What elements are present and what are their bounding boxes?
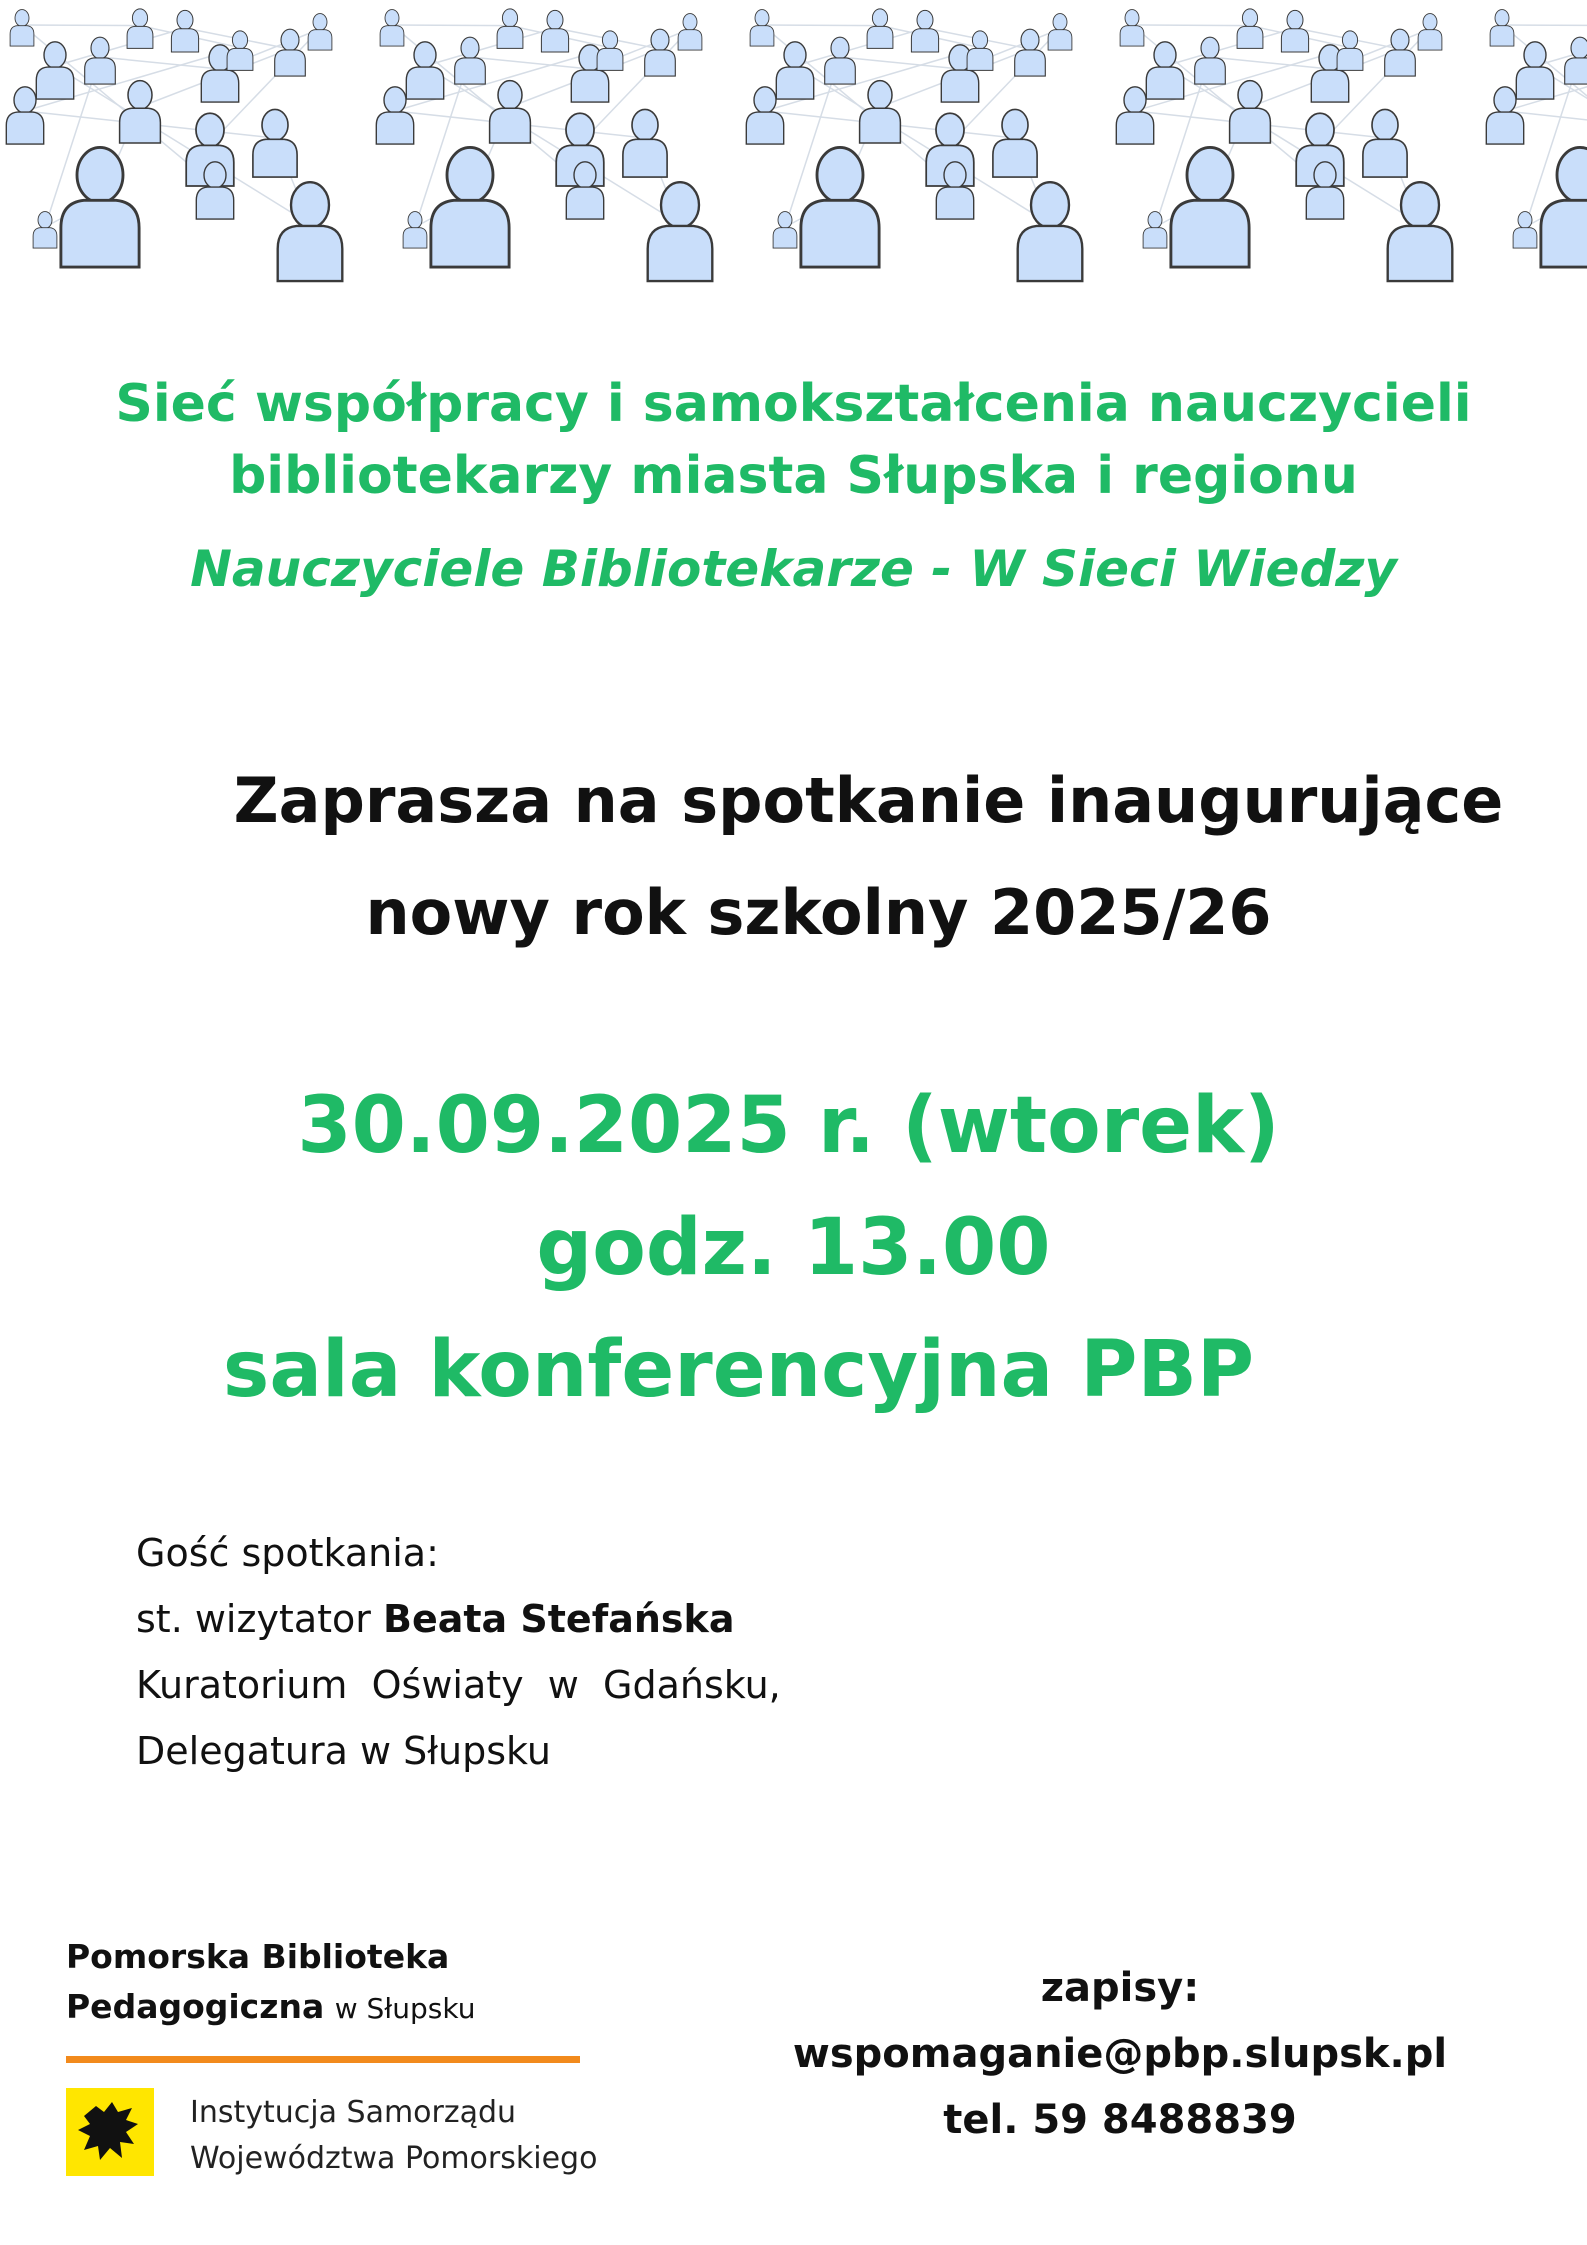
person-icon: [61, 147, 139, 267]
library-logo-text: [66, 1932, 475, 2034]
person-icon: [1490, 10, 1514, 46]
event-place: sala konferencyjna PBP: [222, 1325, 1255, 1415]
person-icon: [825, 37, 856, 84]
event-details: [0, 1065, 1587, 1431]
invitation-line1: Zaprasza na spotkanie inaugurujące: [233, 764, 1504, 837]
person-icon: [1513, 212, 1537, 248]
registration-phone[interactable]: tel. 59 8488839: [943, 2097, 1297, 2143]
organization-title-line2: bibliotekarzy miasta Słupska i regionu: [229, 446, 1358, 506]
person-icon: [1237, 9, 1263, 49]
event-time: godz. 13.00: [536, 1203, 1051, 1293]
event-date: 30.09.2025 r. (wtorek): [297, 1081, 1280, 1171]
person-icon: [490, 81, 531, 143]
person-icon: [750, 10, 774, 46]
person-icon: [253, 109, 297, 177]
person-icon: [801, 147, 879, 267]
institution-line2: Województwa Pomorskiego: [190, 2141, 598, 2176]
person-icon: [1146, 42, 1183, 99]
person-icon: [1516, 42, 1553, 99]
person-icon: [993, 109, 1037, 177]
institution-caption: [190, 2090, 597, 2182]
person-icon: [497, 9, 523, 49]
person-icon: [1363, 109, 1407, 177]
person-icon: [776, 42, 813, 99]
guest-name: Beata Stefańska: [382, 1597, 735, 1641]
person-icon: [36, 42, 73, 99]
person-icon: [623, 109, 667, 177]
person-icon: [403, 212, 427, 248]
person-icon: [308, 14, 332, 50]
person-icon: [1048, 14, 1072, 50]
person-icon: [541, 10, 568, 52]
guest-line: [136, 1586, 781, 1652]
registration-label: zapisy:: [1040, 1965, 1200, 2011]
griffin-crest-icon: [66, 2088, 154, 2176]
person-icon: [455, 37, 486, 84]
guest-branch: Delegatura w Słupsku: [136, 1729, 551, 1773]
person-icon: [678, 14, 702, 50]
person-icon: [171, 10, 198, 52]
person-icon: [1171, 147, 1249, 267]
person-icon: [1120, 10, 1144, 46]
person-icon: [860, 81, 901, 143]
network-motto: Nauczyciele Bibliotekarze - W Sieci Wiedzy: [190, 540, 1397, 598]
invitation-heading: [0, 745, 1587, 969]
people-network-icon: [0, 0, 1587, 360]
person-icon: [1230, 81, 1271, 143]
library-name-line2: Pedagogiczna: [66, 1987, 325, 2026]
person-icon: [867, 9, 893, 49]
invitation-line2: nowy rok szkolny 2025/26: [365, 876, 1272, 949]
institution-line1: Instytucja Samorządu: [190, 2095, 517, 2130]
person-icon: [1541, 147, 1587, 267]
person-icon: [406, 42, 443, 99]
guest-label: Gość spotkania:: [136, 1531, 439, 1575]
guest-info: [136, 1520, 781, 1784]
person-icon: [278, 182, 343, 281]
person-icon: [431, 147, 509, 267]
person-icon: [1195, 37, 1226, 84]
person-icon: [1565, 37, 1587, 84]
registration-email[interactable]: wspomaganie@pbp.slupsk.pl: [792, 2031, 1448, 2077]
person-icon: [773, 212, 797, 248]
organization-title: [0, 368, 1587, 512]
registration-contact: [740, 1955, 1500, 2153]
guest-title: st. wizytator: [136, 1597, 371, 1641]
person-icon: [33, 212, 57, 248]
person-icon: [10, 10, 34, 46]
person-icon: [1018, 182, 1083, 281]
person-icon: [1418, 14, 1442, 50]
person-icon: [380, 10, 404, 46]
person-icon: [120, 81, 161, 143]
person-icon: [1388, 182, 1453, 281]
person-icon: [85, 37, 116, 84]
organization-title-line1: Sieć współpracy i samokształcenia nauczycieli: [115, 374, 1472, 434]
logo-divider: [66, 2056, 580, 2063]
person-icon: [648, 182, 713, 281]
library-city: w Słupsku: [334, 1992, 476, 2025]
person-icon: [1143, 212, 1167, 248]
person-icon: [911, 10, 938, 52]
library-name-line1: Pomorska Biblioteka: [66, 1937, 450, 1976]
person-icon: [1281, 10, 1308, 52]
person-icon: [127, 9, 153, 49]
guest-office: Kuratorium Oświaty w Gdańsku,: [136, 1663, 781, 1707]
